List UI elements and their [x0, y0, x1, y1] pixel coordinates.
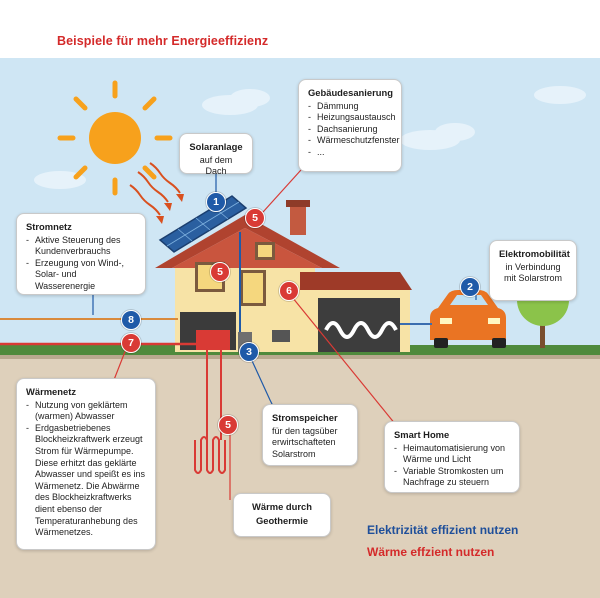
callout-gebaeudesanierung [298, 79, 402, 172]
list-item: - ... [308, 147, 392, 159]
callout-title: Wärme durch [252, 501, 312, 512]
callout-title: Smart Home [394, 429, 450, 440]
callout-line: Geothermie [255, 514, 309, 526]
callout-elektromobilitaet [489, 240, 577, 301]
callout-line: für den tagsüber [272, 425, 338, 436]
callout-waermenetz [16, 378, 156, 550]
callout-line: in Verbindung [505, 261, 561, 272]
callout-list [394, 443, 510, 489]
badge-8: 8 [121, 310, 141, 330]
callout-title: Elektromobilität [499, 248, 570, 259]
callout-line: mit Solarstrom [503, 273, 562, 284]
chimney [290, 205, 306, 235]
callout-title: Wärmenetz [26, 386, 77, 397]
vent [272, 330, 290, 342]
attic-window [258, 245, 272, 257]
heat-pump-unit [196, 330, 230, 350]
callout-stromnetz [16, 213, 146, 295]
badge-3: 3 [239, 342, 259, 362]
list-item: - Variable Stromkosten um Nachfrage zu steuern [394, 466, 510, 489]
callout-line: auf dem Dach [199, 154, 233, 177]
callout-line: Solarstrom [272, 448, 316, 459]
chimney-cap [286, 200, 310, 207]
page-title: Beispiele für mehr Energieeffizienz [57, 34, 269, 48]
badge-5-roof: 5 [245, 208, 265, 228]
badge-5-wall: 5 [210, 262, 230, 282]
callout-geothermie [233, 493, 331, 537]
list-item: - Erzeugung von Wind-, Solar- und Wasserenergie [26, 258, 136, 293]
list-item: - Wärmeschutzfenster [308, 135, 392, 147]
window [243, 273, 263, 303]
list-item: - Dachsanierung [308, 124, 392, 136]
callout-title: Stromnetz [26, 221, 72, 232]
list-item: - Heimautomatisierung von Wärme und Licht [394, 443, 510, 466]
callout-line: erwirtschafteten [272, 437, 336, 448]
soil-edge [0, 355, 600, 359]
badge-6: 6 [279, 281, 299, 301]
callout-stromspeicher [262, 404, 358, 466]
list-item: - Erdgasbetriebenes Blockheizkraftwerk erzeugt Strom für Wärmepumpe. Diese erhitzt das geklärte Abwasser und speißt es ins Wärmenetz. Die Abwärme des Blockheizkraftwerks dient ebenso der Temperaturanhebung des Wärmenetzes. [26, 423, 146, 539]
badge-1: 1 [206, 192, 226, 212]
list-item: - Heizungsaustausch [308, 112, 392, 124]
badge-5-ground: 5 [218, 415, 238, 435]
badge-7: 7 [121, 333, 141, 353]
callout-list [26, 235, 136, 293]
header-band [0, 0, 600, 58]
callout-title: Stromspeicher [272, 412, 338, 423]
legend-electricity: Elektrizität effizient nutzen [367, 523, 519, 537]
badge-2: 2 [460, 277, 480, 297]
list-item: - Dämmung [308, 101, 392, 113]
callout-list [308, 100, 400, 159]
callout-list [26, 400, 146, 539]
callout-title: Solaranlage [189, 141, 243, 152]
callout-title: Gebäudesanierung [308, 87, 393, 98]
list-item: - Nutzung von geklärtem (warmen) Abwasser [26, 400, 146, 423]
list-item: - Aktive Steuerung des Kundenverbrauchs [26, 235, 136, 258]
callout-solaranlage [179, 133, 253, 177]
garage-roof [300, 272, 412, 290]
legend-heat: Wärme effzient nutzen [367, 545, 495, 559]
callout-smart-home [384, 421, 520, 493]
